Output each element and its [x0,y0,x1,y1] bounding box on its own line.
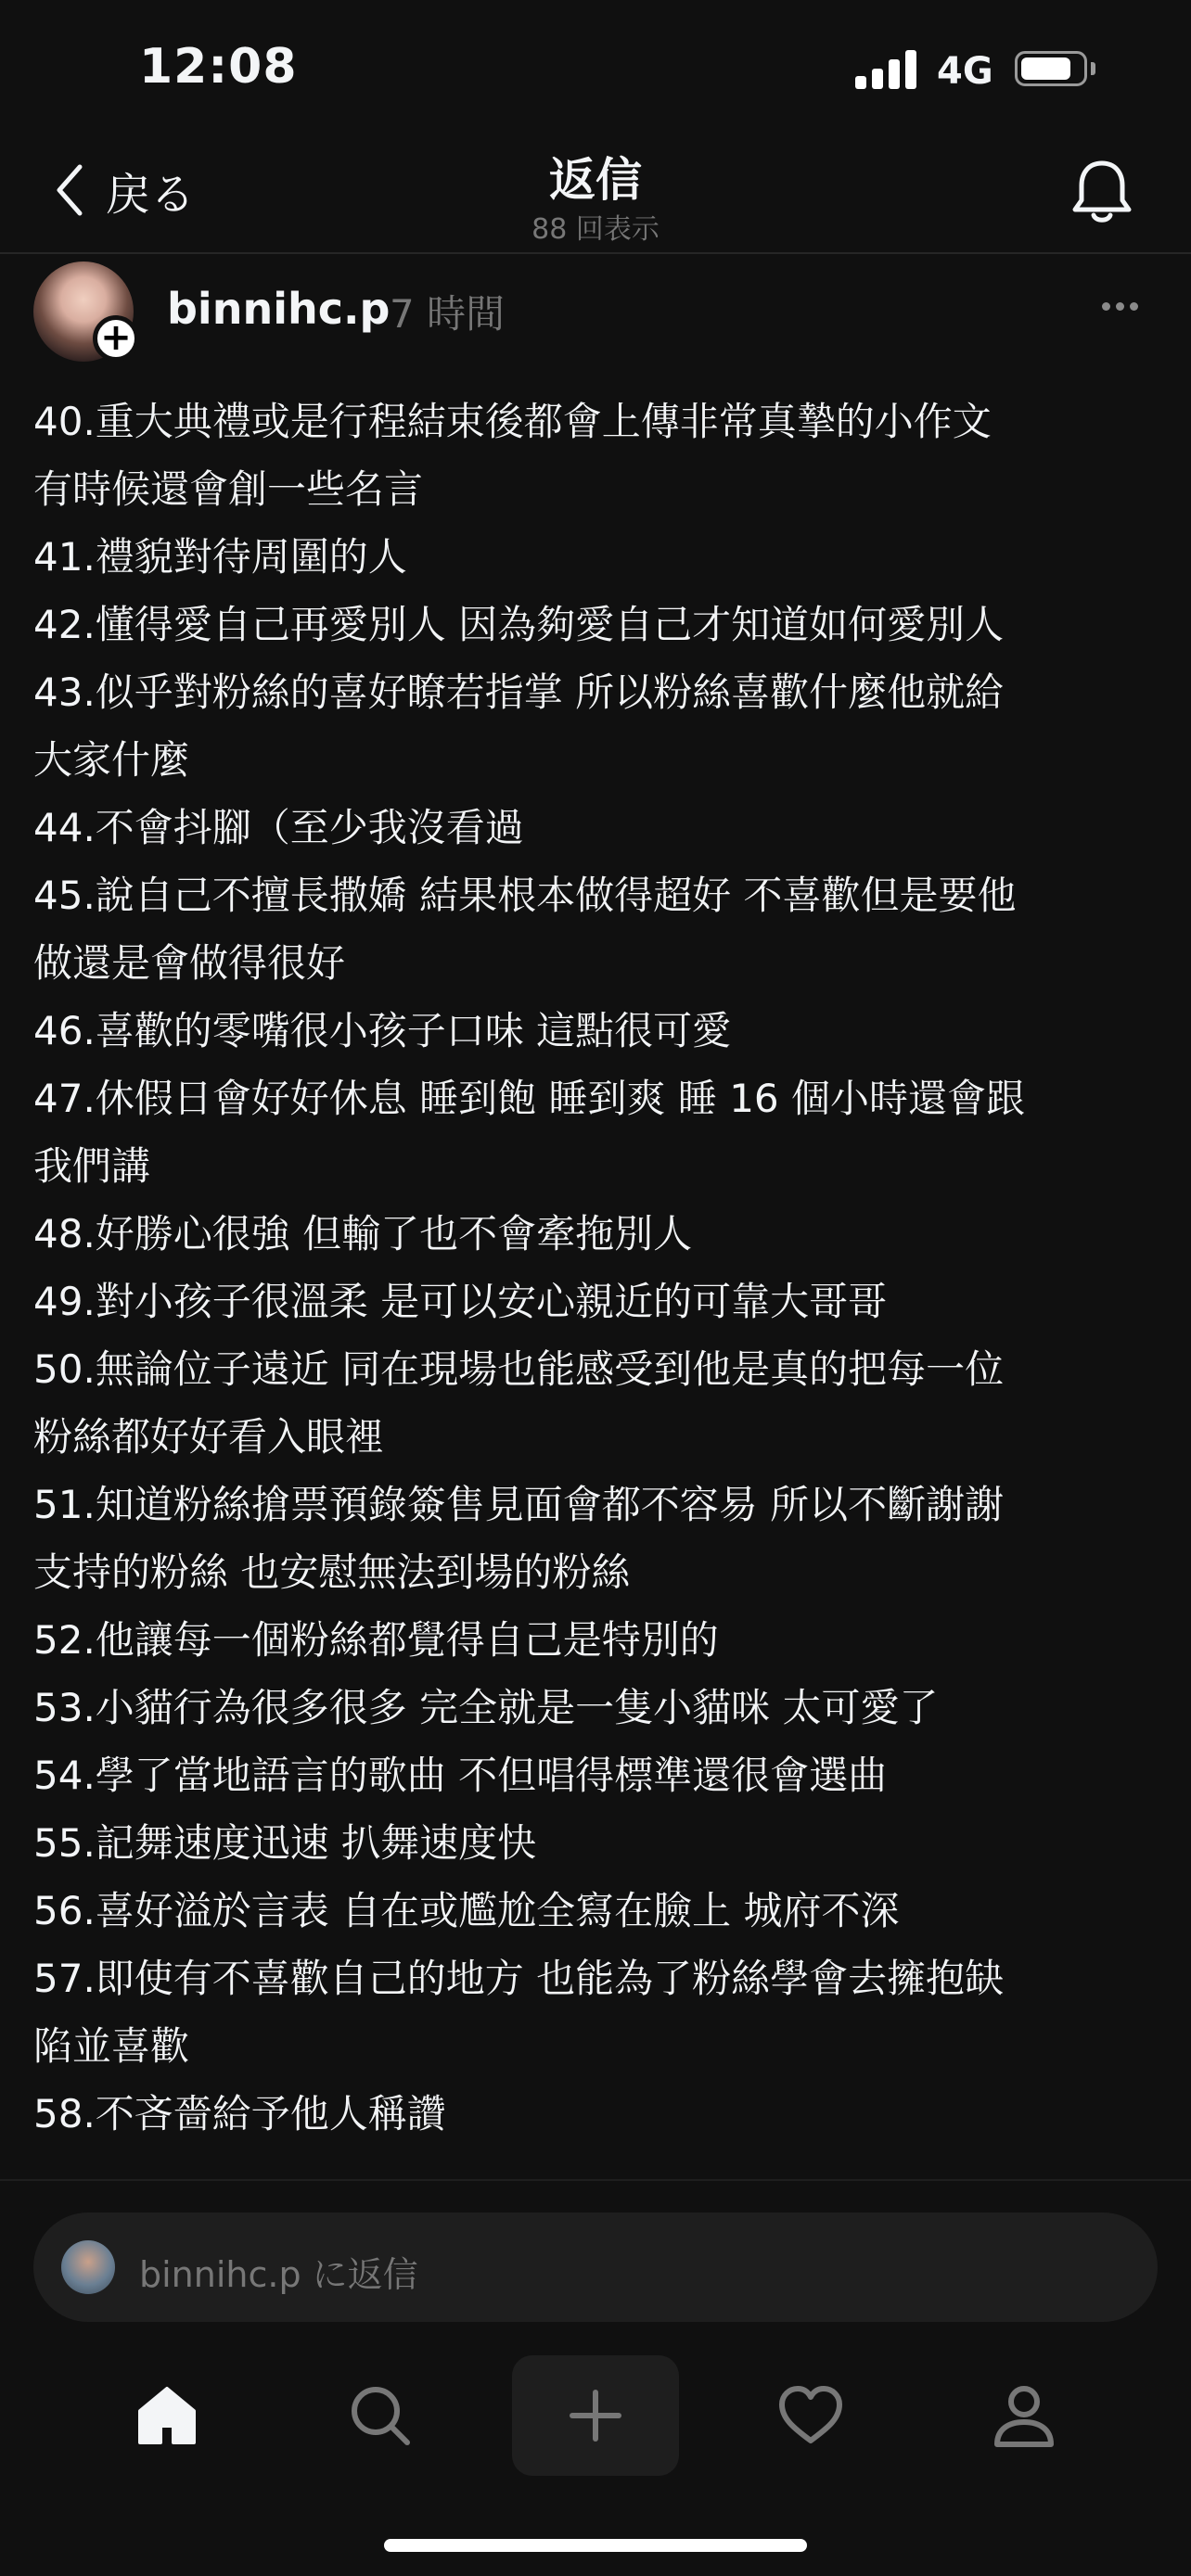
notifications-button[interactable] [1065,154,1139,228]
post-line: 57.即使有不喜歡自己的地方 也能為了粉絲學會去擁抱缺 [33,1956,1005,2001]
post-line: 40.重大典禮或是行程結束後都會上傳非常真摯的小作文 [33,399,992,444]
post-line: 44.不會抖腳（至少我沒看過 [33,805,524,850]
post-line: 陷並喜歡 [33,2023,190,2069]
post-line: 大家什麼 [33,737,190,783]
more-options-icon[interactable] [1102,297,1158,325]
post [0,254,1191,2181]
post-line: 有時候還會創一些名言 [33,466,424,512]
reply-placeholder: binnihc.p に返信 [139,2254,418,2295]
page-title: 返信 [549,153,642,207]
post-line: 42.懂得愛自己再愛別人 因為夠愛自己才知道如何愛別人 [33,602,1005,647]
search-icon [344,2379,416,2452]
reply-input[interactable] [33,2213,1158,2322]
home-icon [131,2379,203,2452]
tab-new-post[interactable] [512,2355,679,2476]
post-line: 我們講 [33,1143,151,1189]
post-line: 55.記舞速度迅速 扒舞速度快 [33,1820,537,1866]
follow-plus-icon[interactable]: + [93,315,139,362]
post-line: 54.學了當地語言的歌曲 不但唱得標準還很會選曲 [33,1753,888,1798]
post-line: 49.對小孩子很溫柔 是可以安心親近的可靠大哥哥 [33,1279,888,1324]
home-indicator [384,2539,807,2552]
post-line: 58.不吝嗇給予他人稱讚 [33,2091,446,2136]
post-username[interactable]: binnihc.p [167,284,391,334]
post-line: 53.小貓行為很多很多 完全就是一隻小貓咪 太可愛了 [33,1685,939,1730]
post-line: 56.喜好溢於言表 自在或尷尬全寫在臉上 城府不深 [33,1888,900,1933]
tab-activity[interactable] [727,2355,894,2476]
post-line: 43.似乎對粉絲的喜好瞭若指掌 所以粉絲喜歡什麼他就給 [33,670,1005,715]
post-line: 52.他讓每一個粉絲都覺得自己是特別的 [33,1617,719,1663]
nav-header [0,139,1191,254]
battery-icon [1015,51,1087,86]
tab-bar [0,2355,1191,2494]
heart-icon [775,2379,847,2452]
post-line: 47.休假日會好好休息 睡到飽 睡到爽 睡 16 個小時還會跟 [33,1076,1025,1121]
bell-icon [1065,154,1139,228]
battery-cap [1091,62,1095,75]
post-line: 48.好勝心很強 但輸了也不會牽拖別人 [33,1211,693,1256]
network-label: 4G [937,50,993,93]
tab-profile[interactable] [941,2355,1108,2476]
back-label: 戻る [106,168,196,221]
tab-search[interactable] [297,2355,464,2476]
tab-home[interactable] [83,2355,250,2476]
view-count: 88 回表示 [531,213,660,246]
status-bar [0,0,1191,139]
post-body [33,388,1165,2148]
plus-icon [559,2379,632,2452]
profile-icon [988,2379,1060,2452]
post-line: 51.知道粉絲搶票預錄簽售見面會都不容易 所以不斷謝謝 [33,1482,1005,1527]
reply-avatar [61,2240,115,2294]
post-time: 7 時間 [390,291,506,337]
status-time: 12:08 [139,39,298,95]
post-line: 46.喜歡的零嘴很小孩子口味 這點很可愛 [33,1008,732,1053]
post-line: 41.禮貌對待周圍的人 [33,534,407,580]
post-line: 45.說自己不擅長撒嬌 結果根本做得超好 不喜歡但是要他 [33,873,1017,918]
signal-icon [855,48,920,89]
post-line: 粉絲都好好看入眼裡 [33,1414,385,1460]
post-line: 50.無論位子遠近 同在現場也能感受到他是真的把每一位 [33,1346,1005,1392]
post-line: 做還是會做得很好 [33,940,346,986]
post-line: 支持的粉絲 也安慰無法到場的粉絲 [33,1549,631,1595]
